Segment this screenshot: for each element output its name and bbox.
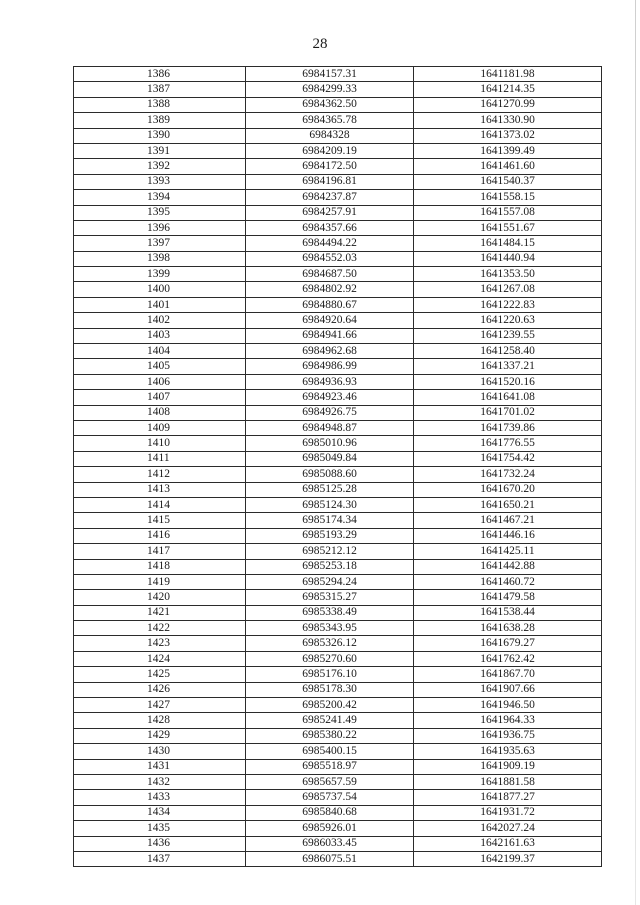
table-row [74, 482, 602, 497]
table-row [74, 143, 602, 158]
point-number-cell: 1418 [74, 559, 246, 574]
y-coordinate-cell: 1641936.75 [414, 728, 602, 743]
y-coordinate-cell: 1641650.21 [414, 497, 602, 512]
point-number-cell: 1430 [74, 744, 246, 759]
point-number-cell: 1411 [74, 451, 246, 466]
y-coordinate-cell: 1642027.24 [414, 821, 602, 836]
table-row [74, 251, 602, 266]
coordinates-table-body [74, 67, 602, 867]
y-coordinate-cell: 1641330.90 [414, 113, 602, 128]
table-row [74, 328, 602, 343]
point-number-cell: 1432 [74, 774, 246, 789]
point-number-cell: 1436 [74, 836, 246, 851]
x-coordinate-cell: 6984923.46 [246, 390, 414, 405]
y-coordinate-cell: 1641270.99 [414, 97, 602, 112]
y-coordinate-cell: 1641373.02 [414, 128, 602, 143]
table-row [74, 374, 602, 389]
point-number-cell: 1428 [74, 713, 246, 728]
table-row [74, 297, 602, 312]
point-number-cell: 1395 [74, 205, 246, 220]
table-row [74, 467, 602, 482]
point-number-cell: 1404 [74, 344, 246, 359]
table-row [74, 851, 602, 866]
y-coordinate-cell: 1641353.50 [414, 267, 602, 282]
table-row [74, 451, 602, 466]
table-row [74, 759, 602, 774]
y-coordinate-cell: 1641239.55 [414, 328, 602, 343]
x-coordinate-cell: 6984552.03 [246, 251, 414, 266]
x-coordinate-cell: 6986033.45 [246, 836, 414, 851]
point-number-cell: 1392 [74, 159, 246, 174]
point-number-cell: 1419 [74, 574, 246, 589]
y-coordinate-cell: 1641558.15 [414, 190, 602, 205]
point-number-cell: 1423 [74, 636, 246, 651]
x-coordinate-cell: 6985657.59 [246, 774, 414, 789]
y-coordinate-cell: 1641220.63 [414, 313, 602, 328]
y-coordinate-cell: 1641337.21 [414, 359, 602, 374]
table-row [74, 159, 602, 174]
x-coordinate-cell: 6984687.50 [246, 267, 414, 282]
table-row [74, 590, 602, 605]
x-coordinate-cell: 6985174.34 [246, 513, 414, 528]
point-number-cell: 1412 [74, 467, 246, 482]
point-number-cell: 1424 [74, 651, 246, 666]
page-edge-shadow [635, 0, 636, 905]
point-number-cell: 1391 [74, 143, 246, 158]
x-coordinate-cell: 6985049.84 [246, 451, 414, 466]
point-number-cell: 1406 [74, 374, 246, 389]
y-coordinate-cell: 1641258.40 [414, 344, 602, 359]
table-row [74, 682, 602, 697]
y-coordinate-cell: 1641877.27 [414, 790, 602, 805]
y-coordinate-cell: 1641557.08 [414, 205, 602, 220]
table-row [74, 513, 602, 528]
y-coordinate-cell: 1641540.37 [414, 174, 602, 189]
table-row [74, 390, 602, 405]
x-coordinate-cell: 6984237.87 [246, 190, 414, 205]
table-row [74, 113, 602, 128]
y-coordinate-cell: 1641964.33 [414, 713, 602, 728]
point-number-cell: 1427 [74, 698, 246, 713]
y-coordinate-cell: 1641881.58 [414, 774, 602, 789]
point-number-cell: 1409 [74, 420, 246, 435]
y-coordinate-cell: 1641670.20 [414, 482, 602, 497]
table-row [74, 236, 602, 251]
point-number-cell: 1389 [74, 113, 246, 128]
point-number-cell: 1410 [74, 436, 246, 451]
point-number-cell: 1426 [74, 682, 246, 697]
table-row [74, 636, 602, 651]
point-number-cell: 1437 [74, 851, 246, 866]
table-row [74, 267, 602, 282]
point-number-cell: 1407 [74, 390, 246, 405]
table-row [74, 744, 602, 759]
y-coordinate-cell: 1641935.63 [414, 744, 602, 759]
table-row [74, 174, 602, 189]
x-coordinate-cell: 6985200.42 [246, 698, 414, 713]
y-coordinate-cell: 1642161.63 [414, 836, 602, 851]
y-coordinate-cell: 1641461.60 [414, 159, 602, 174]
table-row [74, 497, 602, 512]
x-coordinate-cell: 6985343.95 [246, 621, 414, 636]
table-row [74, 420, 602, 435]
table-row [74, 97, 602, 112]
coordinates-table [73, 66, 602, 867]
y-coordinate-cell: 1641867.70 [414, 667, 602, 682]
table-row [74, 621, 602, 636]
y-coordinate-cell: 1641467.21 [414, 513, 602, 528]
y-coordinate-cell: 1641181.98 [414, 67, 602, 82]
x-coordinate-cell: 6985176.10 [246, 667, 414, 682]
point-number-cell: 1422 [74, 621, 246, 636]
y-coordinate-cell: 1641701.02 [414, 405, 602, 420]
table-row [74, 313, 602, 328]
page-number: 28 [312, 36, 328, 52]
point-number-cell: 1399 [74, 267, 246, 282]
point-number-cell: 1417 [74, 544, 246, 559]
table-row [74, 805, 602, 820]
table-row [74, 205, 602, 220]
table-row [74, 667, 602, 682]
point-number-cell: 1398 [74, 251, 246, 266]
x-coordinate-cell: 6985010.96 [246, 436, 414, 451]
x-coordinate-cell: 6984328 [246, 128, 414, 143]
x-coordinate-cell: 6985212.12 [246, 544, 414, 559]
y-coordinate-cell: 1641222.83 [414, 297, 602, 312]
table-row [74, 359, 602, 374]
table-row [74, 82, 602, 97]
table-row [74, 528, 602, 543]
point-number-cell: 1393 [74, 174, 246, 189]
table-row [74, 821, 602, 836]
y-coordinate-cell: 1641214.35 [414, 82, 602, 97]
table-row [74, 344, 602, 359]
y-coordinate-cell: 1641909.19 [414, 759, 602, 774]
x-coordinate-cell: 6984362.50 [246, 97, 414, 112]
point-number-cell: 1434 [74, 805, 246, 820]
y-coordinate-cell: 1641520.16 [414, 374, 602, 389]
point-number-cell: 1433 [74, 790, 246, 805]
point-number-cell: 1386 [74, 67, 246, 82]
y-coordinate-cell: 1641732.24 [414, 467, 602, 482]
x-coordinate-cell: 6984157.31 [246, 67, 414, 82]
table-row [74, 728, 602, 743]
table-row [74, 544, 602, 559]
x-coordinate-cell: 6984299.33 [246, 82, 414, 97]
y-coordinate-cell: 1641479.58 [414, 590, 602, 605]
x-coordinate-cell: 6984941.66 [246, 328, 414, 343]
table-row [74, 605, 602, 620]
x-coordinate-cell: 6984880.67 [246, 297, 414, 312]
x-coordinate-cell: 6985088.60 [246, 467, 414, 482]
y-coordinate-cell: 1641440.94 [414, 251, 602, 266]
point-number-cell: 1387 [74, 82, 246, 97]
table-row [74, 698, 602, 713]
x-coordinate-cell: 6984962.68 [246, 344, 414, 359]
point-number-cell: 1400 [74, 282, 246, 297]
x-coordinate-cell: 6985338.49 [246, 605, 414, 620]
point-number-cell: 1416 [74, 528, 246, 543]
x-coordinate-cell: 6985840.68 [246, 805, 414, 820]
point-number-cell: 1388 [74, 97, 246, 112]
point-number-cell: 1413 [74, 482, 246, 497]
y-coordinate-cell: 1641641.08 [414, 390, 602, 405]
y-coordinate-cell: 1641551.67 [414, 220, 602, 235]
point-number-cell: 1390 [74, 128, 246, 143]
y-coordinate-cell: 1641679.27 [414, 636, 602, 651]
table-row [74, 282, 602, 297]
x-coordinate-cell: 6985124.30 [246, 497, 414, 512]
table-row [74, 128, 602, 143]
x-coordinate-cell: 6985315.27 [246, 590, 414, 605]
x-coordinate-cell: 6984936.93 [246, 374, 414, 389]
x-coordinate-cell: 6985125.28 [246, 482, 414, 497]
table-row [74, 836, 602, 851]
y-coordinate-cell: 1641739.86 [414, 420, 602, 435]
x-coordinate-cell: 6985926.01 [246, 821, 414, 836]
y-coordinate-cell: 1641425.11 [414, 544, 602, 559]
x-coordinate-cell: 6984172.50 [246, 159, 414, 174]
table-row [74, 405, 602, 420]
x-coordinate-cell: 6985400.15 [246, 744, 414, 759]
x-coordinate-cell: 6984802.92 [246, 282, 414, 297]
point-number-cell: 1429 [74, 728, 246, 743]
point-number-cell: 1431 [74, 759, 246, 774]
x-coordinate-cell: 6985294.24 [246, 574, 414, 589]
table-row [74, 436, 602, 451]
x-coordinate-cell: 6985178.30 [246, 682, 414, 697]
point-number-cell: 1401 [74, 297, 246, 312]
table-row [74, 220, 602, 235]
point-number-cell: 1435 [74, 821, 246, 836]
x-coordinate-cell: 6984357.66 [246, 220, 414, 235]
table-row [74, 559, 602, 574]
x-coordinate-cell: 6984494.22 [246, 236, 414, 251]
y-coordinate-cell: 1641446.16 [414, 528, 602, 543]
x-coordinate-cell: 6985380.22 [246, 728, 414, 743]
y-coordinate-cell: 1641399.49 [414, 143, 602, 158]
x-coordinate-cell: 6985270.60 [246, 651, 414, 666]
y-coordinate-cell: 1641460.72 [414, 574, 602, 589]
table-row [74, 574, 602, 589]
point-number-cell: 1396 [74, 220, 246, 235]
x-coordinate-cell: 6984209.19 [246, 143, 414, 158]
point-number-cell: 1414 [74, 497, 246, 512]
point-number-cell: 1425 [74, 667, 246, 682]
point-number-cell: 1405 [74, 359, 246, 374]
x-coordinate-cell: 6984920.64 [246, 313, 414, 328]
x-coordinate-cell: 6985241.49 [246, 713, 414, 728]
y-coordinate-cell: 1641638.28 [414, 621, 602, 636]
y-coordinate-cell: 1641946.50 [414, 698, 602, 713]
point-number-cell: 1394 [74, 190, 246, 205]
point-number-cell: 1415 [74, 513, 246, 528]
point-number-cell: 1420 [74, 590, 246, 605]
y-coordinate-cell: 1641484.15 [414, 236, 602, 251]
x-coordinate-cell: 6985326.12 [246, 636, 414, 651]
point-number-cell: 1403 [74, 328, 246, 343]
table-row [74, 651, 602, 666]
x-coordinate-cell: 6984986.99 [246, 359, 414, 374]
x-coordinate-cell: 6984926.75 [246, 405, 414, 420]
y-coordinate-cell: 1642199.37 [414, 851, 602, 866]
table-row [74, 67, 602, 82]
table-row [74, 774, 602, 789]
y-coordinate-cell: 1641762.42 [414, 651, 602, 666]
y-coordinate-cell: 1641776.55 [414, 436, 602, 451]
point-number-cell: 1408 [74, 405, 246, 420]
y-coordinate-cell: 1641907.66 [414, 682, 602, 697]
table-row [74, 190, 602, 205]
x-coordinate-cell: 6984257.91 [246, 205, 414, 220]
y-coordinate-cell: 1641931.72 [414, 805, 602, 820]
point-number-cell: 1402 [74, 313, 246, 328]
x-coordinate-cell: 6985518.97 [246, 759, 414, 774]
table-row [74, 713, 602, 728]
x-coordinate-cell: 6984365.78 [246, 113, 414, 128]
y-coordinate-cell: 1641442.88 [414, 559, 602, 574]
x-coordinate-cell: 6984196.81 [246, 174, 414, 189]
table-row [74, 790, 602, 805]
y-coordinate-cell: 1641267.08 [414, 282, 602, 297]
point-number-cell: 1397 [74, 236, 246, 251]
x-coordinate-cell: 6985737.54 [246, 790, 414, 805]
x-coordinate-cell: 6984948.87 [246, 420, 414, 435]
y-coordinate-cell: 1641538.44 [414, 605, 602, 620]
point-number-cell: 1421 [74, 605, 246, 620]
x-coordinate-cell: 6986075.51 [246, 851, 414, 866]
y-coordinate-cell: 1641754.42 [414, 451, 602, 466]
x-coordinate-cell: 6985193.29 [246, 528, 414, 543]
x-coordinate-cell: 6985253.18 [246, 559, 414, 574]
